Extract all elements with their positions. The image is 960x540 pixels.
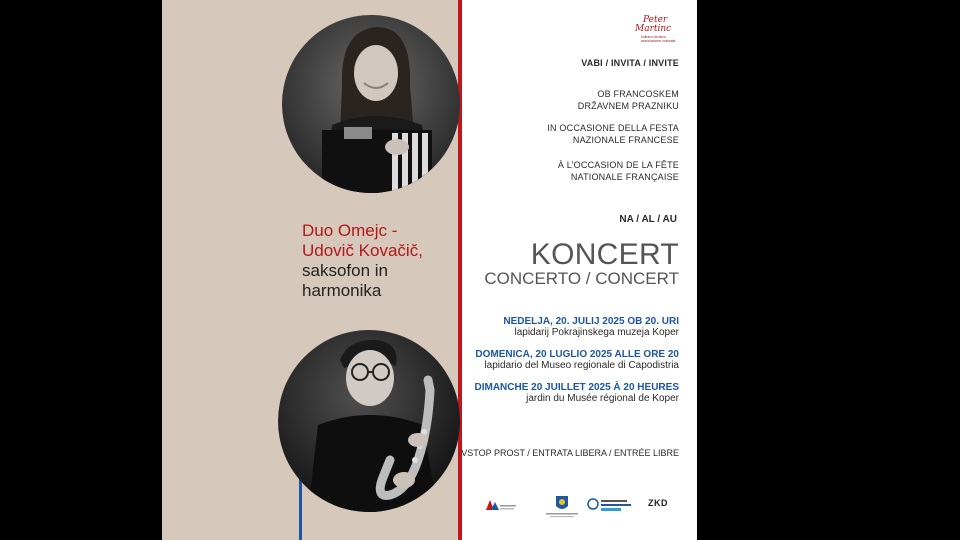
logo-subtitle-line-2: associazione culturale xyxy=(641,39,676,43)
occasion-it-line-1: IN OCCASIONE DELLA FESTA xyxy=(547,123,679,133)
occasion-it-line-2: NAZIONALE FRANCESE xyxy=(572,135,679,145)
na-al-au-label: NA / AL / AU xyxy=(619,214,677,225)
date-slovenian: NEDELJA, 20. JULIJ 2025 OB 20. URI xyxy=(503,316,679,327)
accordion-player-photo xyxy=(282,15,460,193)
poster xyxy=(162,0,697,540)
saxophone-player-photo xyxy=(278,330,460,512)
occasion-slovenian xyxy=(578,88,679,112)
logo-name-line-1: Peter xyxy=(643,15,668,25)
logo-name xyxy=(629,16,671,34)
place-slovenian: lapidarij Pokrajinskega muzeja Koper xyxy=(514,327,679,338)
sponsor-logos xyxy=(482,494,682,518)
logo-name-line-2: Martinc xyxy=(635,24,672,34)
place-french: jardin du Musée régional de Koper xyxy=(526,393,679,404)
place-italian: lapidario del Museo regionale di Capodistria xyxy=(484,360,679,371)
occasion-french xyxy=(558,159,679,183)
logo-subtitle-line-1: kulturno društvo xyxy=(641,35,666,39)
occasion-fr-line-1: À L’OCCASION DE LA FÊTE xyxy=(557,160,679,170)
sponsor-logo-1 xyxy=(482,496,518,516)
invite-line: VABI / INVITA / INVITE xyxy=(581,58,679,68)
performers-line-3: saksofon in xyxy=(302,261,388,280)
left-letterbox xyxy=(0,0,162,540)
performers-line-1: Duo Omejc - xyxy=(302,221,398,240)
logo-subtitle xyxy=(641,35,675,43)
zkd-logo: ZKD xyxy=(648,498,668,508)
occasion-fr-line-2: NATIONALE FRANÇAISE xyxy=(570,172,679,182)
date-italian: DOMENICA, 20 LUGLIO 2025 ALLE ORE 20 xyxy=(475,349,679,360)
red-divider-line xyxy=(458,0,462,540)
concerto-subtitle: CONCERTO / CONCERT xyxy=(484,269,679,288)
accordion-player-image xyxy=(282,15,460,193)
occasion-italian xyxy=(547,122,679,146)
koncert-title: KONCERT xyxy=(530,238,679,271)
peter-martinc-logo xyxy=(629,16,679,46)
performers-line-4: harmonika xyxy=(302,281,382,300)
saxophone-player-image xyxy=(278,330,460,512)
coat-of-arms-icon xyxy=(542,494,582,518)
occasion-sl-line-2: DRŽAVNEM PRAZNIKU xyxy=(577,101,679,111)
performers-text xyxy=(302,221,452,301)
performers-line-2: Udovič Kovačič, xyxy=(302,241,423,260)
right-letterbox xyxy=(697,0,960,540)
occasion-sl-line-1: OB FRANCOSKEM xyxy=(597,89,679,99)
free-entry-line: VSTOP PROST / ENTRATA LIBERA / ENTRÉE LIBRE xyxy=(461,448,679,458)
date-french: DIMANCHE 20 JUILLET 2025 À 20 HEURES xyxy=(474,382,679,393)
sponsor-logo-3 xyxy=(587,496,637,516)
